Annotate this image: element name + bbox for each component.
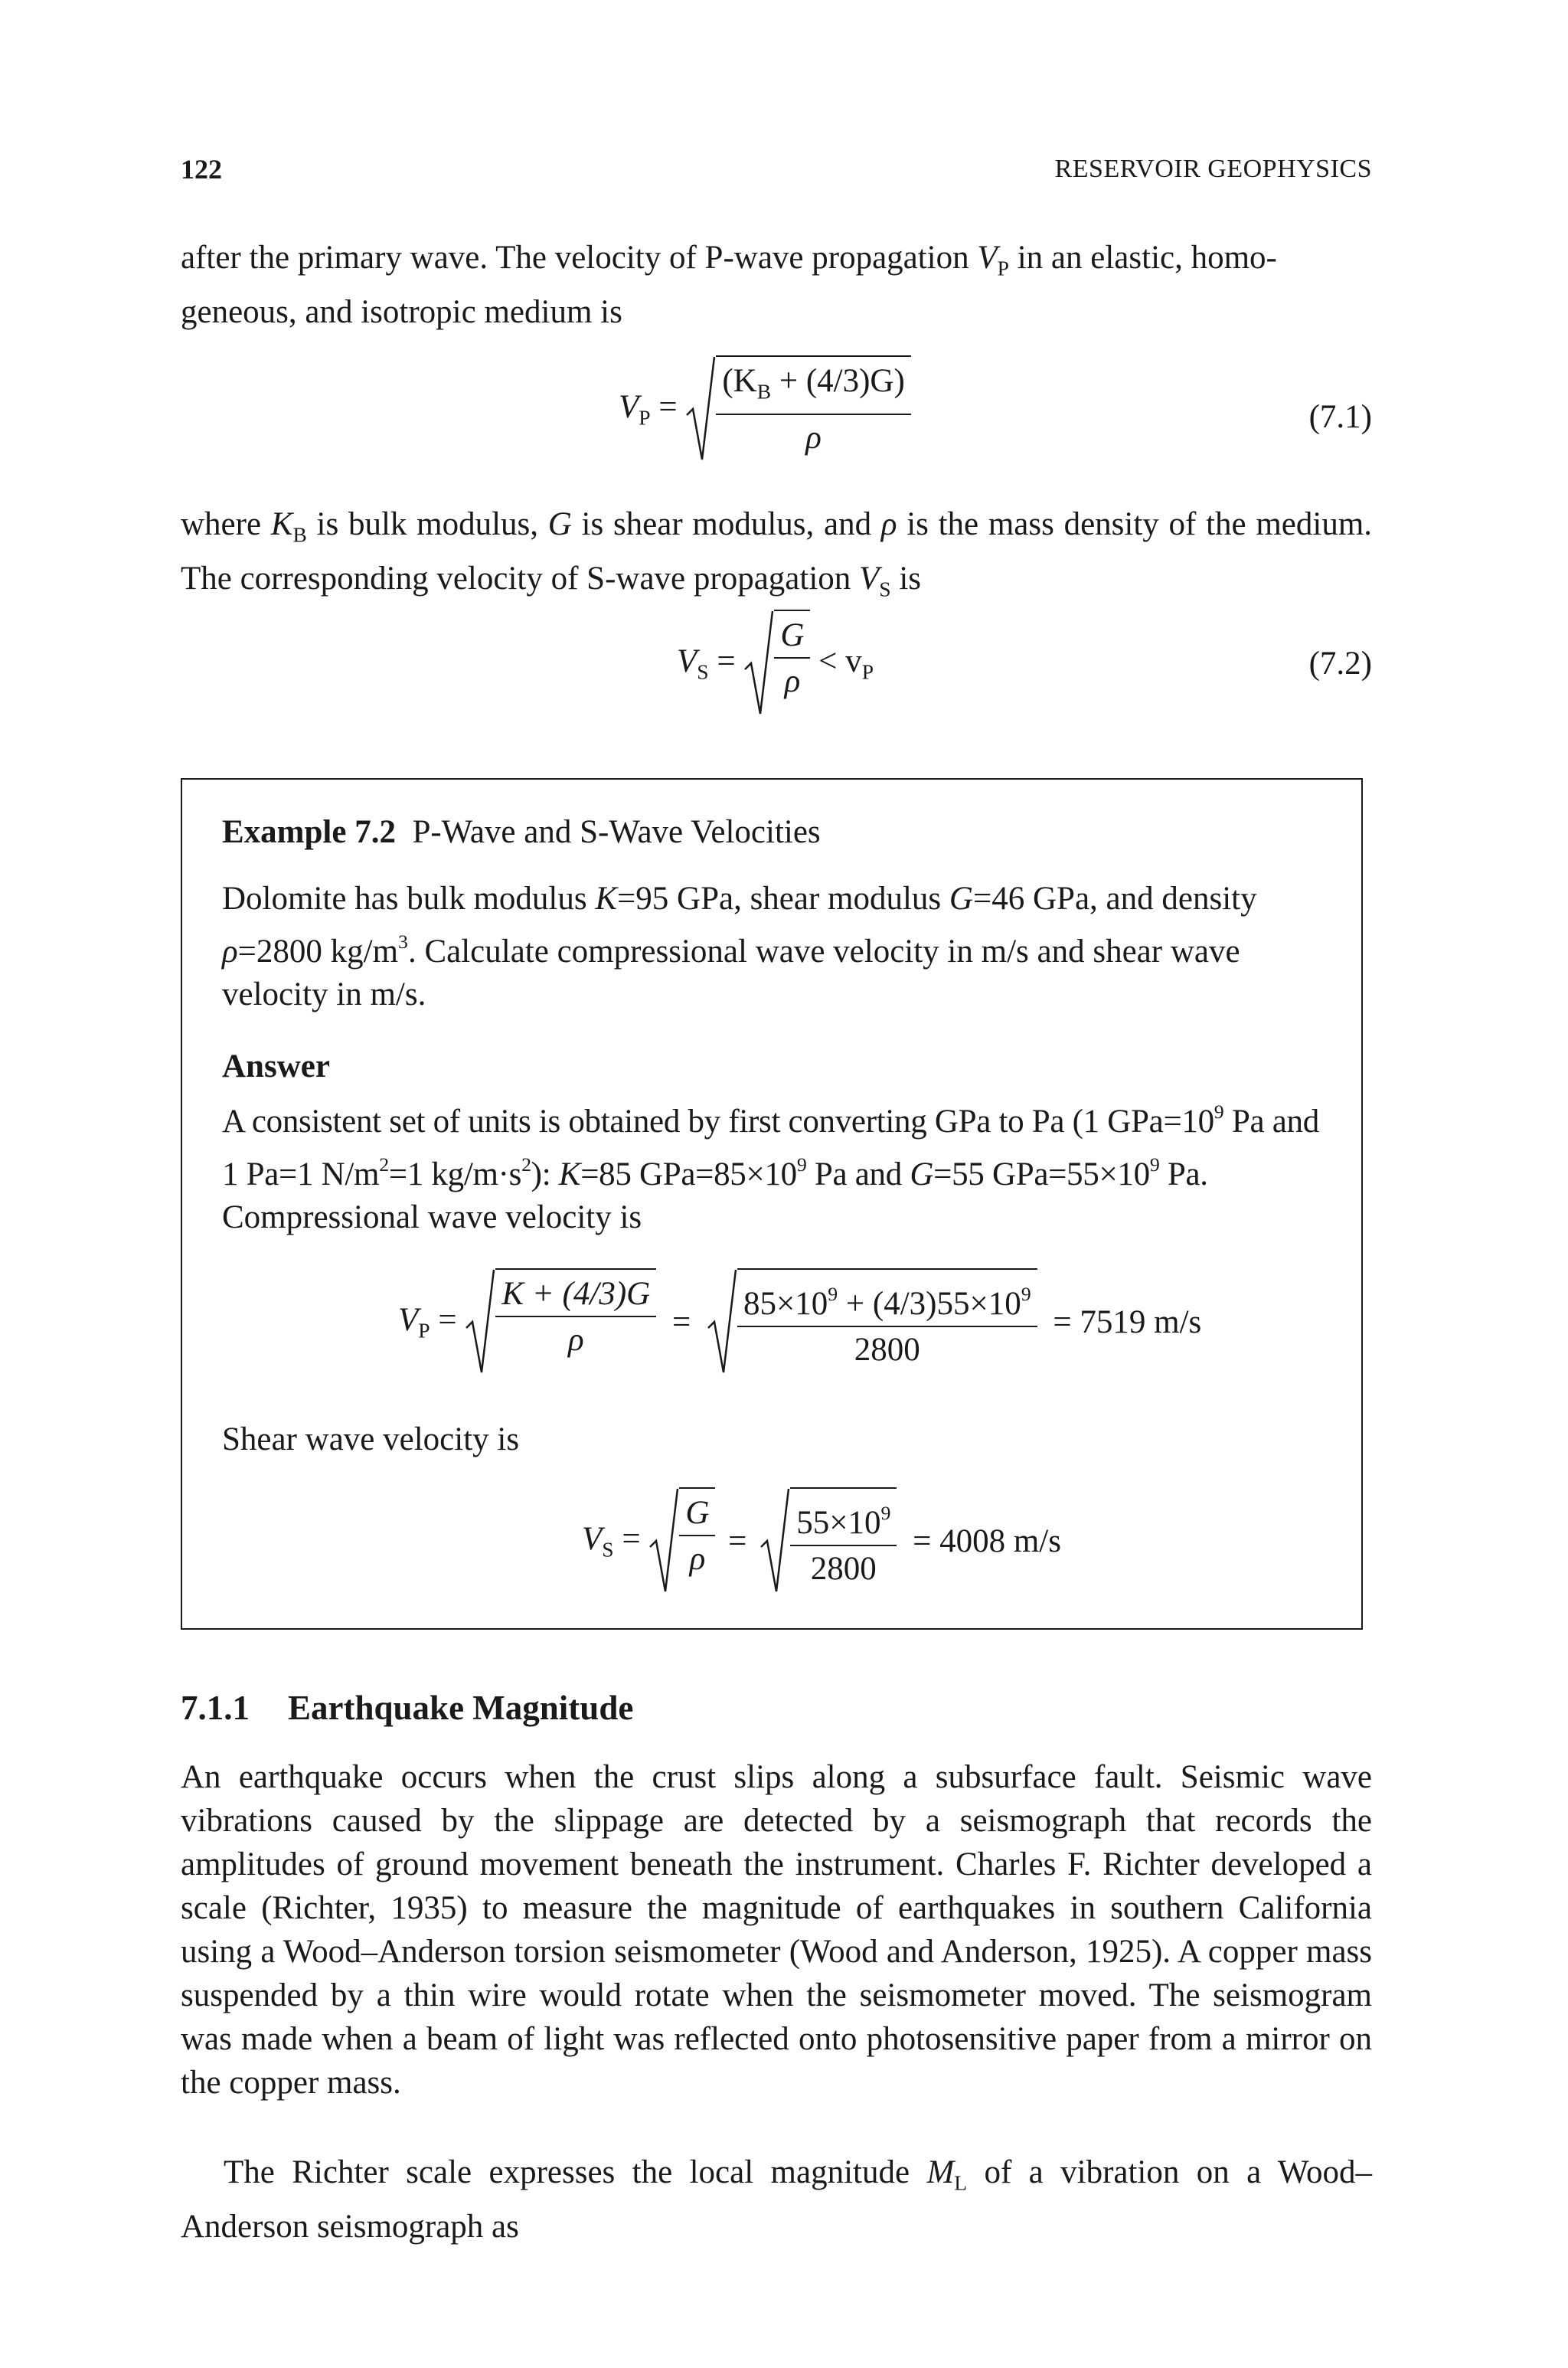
- where-paragraph: where $K_B$ is bulk modulus, G is shear modulus, and ρ is the mass density of the medium. The corresponding velocity of S-wave propagation $V_S$ is: [181, 506, 1373, 601]
- equation-7-2: $V_S$ = $\frac{G}{\rho}$ < $v_P$: [677, 610, 874, 717]
- running-head: RESERVOIR GEOPHYSICS: [1054, 155, 1372, 183]
- equation-7-1: $V_P$ = $\frac{(K_B + (4/3)G)}{\rho}$: [619, 355, 911, 463]
- radical: $\frac{K + (4/3)G}{\rho}$: [465, 1268, 656, 1375]
- radical: $\frac{85\times 10^9 + (4/3)55\times 10^9}{2800}$: [707, 1268, 1037, 1375]
- page-number: 122: [181, 154, 222, 185]
- richter-paragraph: The Richter scale expresses the local magnitude $M_L$ of a vibration on a Wood–Anderson seismograph as: [181, 2154, 1372, 2245]
- vs-computation: $V_S$ = $\frac{G}{\rho}$ = $\frac{55\times 10^9}{2800}$ = 4008 m/s: [582, 1487, 1061, 1594]
- shear-label: Shear wave velocity is: [222, 1421, 520, 1457]
- equation-number-7-1: (7.1): [1308, 399, 1372, 435]
- answer-heading: Answer: [222, 1048, 330, 1084]
- radical: $\frac{G}{\rho}$: [743, 610, 810, 717]
- equation-number-7-2: (7.2): [1308, 646, 1372, 682]
- radical: $\frac{G}{\rho}$: [648, 1487, 715, 1594]
- vp-computation: $V_P$ = $\frac{K + (4/3)G}{\rho}$ = $\frac{85\times 10^9 + (4/3)55\times 10^9}{2800}$ = 7519 m/s: [398, 1268, 1201, 1375]
- intro-paragraph: after the primary wave. The velocity of P-wave propagation $V_P$ in an elastic, homo- geneous, and isotropic medium is: [181, 240, 1277, 330]
- example-title: Example 7.2 P-Wave and S-Wave Velocities: [222, 814, 821, 850]
- earthquake-paragraph: An earthquake occurs when the crust slips along a subsurface fault. Seismic wave vibrations caused by the slippage are detected by a seismograph that records the amplitudes of ground movement beneath the instrument. Charles F. Richter developed a scale (Richter, 1935) to measure the magnitude of earthquakes in southern California using a Wood–Anderson torsion seismometer (Wood and Anderson, 1925). A copper mass suspended by a thin wire would rotate when the seismometer moved. The seismogram was made when a beam of light was reflected onto photosensitive paper from a mirror on the copper mass.: [181, 1759, 1372, 2101]
- radical: $\frac{55\times 10^9}{2800}$: [760, 1487, 897, 1594]
- section-heading: 7.1.1 Earthquake Magnitude: [181, 1689, 634, 1727]
- compressional-label: Compressional wave velocity is: [222, 1199, 642, 1235]
- answer-text: A consistent set of units is obtained by first converting GPa to Pa (1 $GPa=10^9$ Pa and 1 Pa=1 $N/m^2=1$ $kg/m\cdot s^2$): K=85 $GPa=85\times 10^9$ Pa and G=55 $GPa=55\times 10^9$ Pa.: [222, 1101, 1319, 1193]
- radical: $\frac{(K_B + (4/3)G)}{\rho}$: [685, 355, 910, 463]
- example-problem: Dolomite has bulk modulus K=95 GPa, shear modulus G=46 GPa, and density ρ=2800 $kg/m^3$. Calculate compressional wave velocity in m/s and shear wave velocity in m/s.: [222, 881, 1257, 1013]
